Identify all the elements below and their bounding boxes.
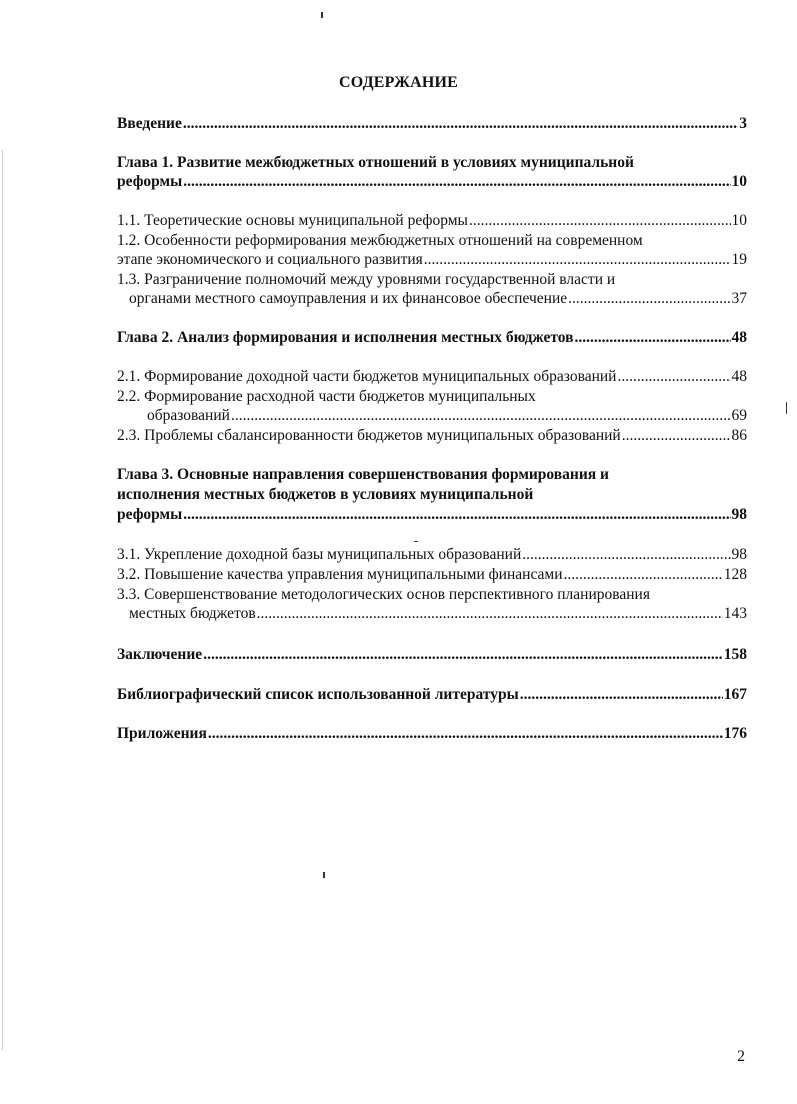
toc-leader-dots: [231, 406, 731, 425]
toc-label: образований: [147, 407, 230, 424]
toc-page: 19: [731, 251, 747, 268]
toc-page: 128: [723, 566, 747, 583]
toc-leader-dots: [520, 685, 723, 704]
toc-page: 10: [731, 173, 747, 190]
toc-entry-3-3: [117, 604, 747, 623]
toc-leader-dots: [469, 211, 731, 230]
toc-label: Заключение: [117, 646, 203, 663]
toc-label: Глава 2. Анализ формирования и исполнения местных бюджетов: [117, 329, 574, 346]
toc-label: реформы: [117, 506, 183, 523]
toc-label: Глава 1. Развитие межбюджетных отношений в условиях муниципальной: [117, 154, 634, 171]
toc-leader-dots: [183, 172, 730, 191]
toc-entry-2-1: [117, 367, 747, 386]
toc-entry-chapter-1-line1: [117, 153, 747, 172]
toc-page: 98: [731, 546, 747, 563]
toc-leader-dots: [568, 289, 730, 308]
toc-leader-dots: [574, 328, 730, 347]
toc-page: 176: [723, 725, 747, 742]
toc-page: 3: [739, 115, 747, 132]
page-title: СОДЕРЖАНИЕ: [338, 74, 459, 91]
toc-label: этапе экономического и социального развития: [117, 251, 423, 268]
toc-entry-3-3-line1: [117, 585, 747, 604]
scan-edge: [2, 150, 3, 1050]
toc-entry-chapter-2: [117, 328, 747, 347]
toc-label: 3.2. Повышение качества управления муниципальными финансами: [117, 566, 563, 583]
toc-leader-dots: [424, 250, 731, 269]
toc-entry-2-2: [117, 406, 747, 425]
scan-speck: [786, 402, 787, 414]
toc-entry-chapter-3-line1: [117, 465, 747, 484]
toc-page: 86: [731, 427, 747, 444]
toc-page: 167: [723, 686, 747, 703]
toc-leader-dots: [203, 645, 723, 664]
scan-speck: [323, 872, 325, 878]
toc-leader-dots: [622, 426, 731, 445]
toc-page: 10: [731, 212, 747, 229]
toc-label: Глава 3. Основные направления совершенствования формирования и: [117, 466, 609, 483]
toc-entry-2-2-line1: [117, 387, 747, 406]
toc-entry-1-3: [117, 289, 747, 308]
toc-entry-2-3: [117, 426, 747, 445]
toc-entry-conclusion: [117, 645, 747, 664]
toc-label: 2.3. Проблемы сбалансированности бюджетов муниципальных образований: [117, 427, 621, 444]
toc-leader-dots: [183, 114, 738, 133]
toc-page: 48: [731, 329, 747, 346]
toc-entry-chapter-3-line2: [117, 485, 747, 504]
toc-label: 2.1. Формирование доходной части бюджетов муниципальных образований: [117, 368, 617, 385]
scan-speck: [321, 12, 323, 18]
toc-label: 2.2. Формирование расходной части бюджетов муниципальных: [117, 388, 536, 405]
toc-page: 143: [723, 605, 747, 622]
toc-entry-1-2: [117, 250, 747, 269]
toc-entry-appendix: [117, 724, 747, 743]
toc-label: местных бюджетов: [129, 605, 256, 622]
toc-leader-dots: [183, 505, 730, 524]
toc-label: органами местного самоуправления и их финансовое обеспечение: [129, 290, 568, 307]
toc-entry-3-2: [117, 565, 747, 584]
toc-leader-dots: [257, 604, 723, 623]
toc-entry-3-1: [117, 545, 747, 564]
toc-entry-chapter-1: [117, 172, 747, 191]
toc-page: 158: [723, 646, 747, 663]
toc-label: 3.1. Укрепление доходной базы муниципальных образований: [117, 546, 522, 563]
toc-page: 98: [731, 506, 747, 523]
toc-label: Библиографический список использованной литературы: [117, 686, 519, 703]
toc-entry-1-3-line1: [117, 270, 747, 289]
toc-page: 69: [731, 407, 747, 424]
toc-leader-dots: [617, 367, 730, 386]
toc-leader-dots: [522, 545, 730, 564]
toc-entry-1-1: [117, 211, 747, 230]
toc-entry-1-2-line1: [117, 231, 747, 250]
toc-leader-dots: [208, 724, 723, 743]
toc-label: исполнения местных бюджетов в условиях муниципальной: [117, 486, 534, 503]
toc-label: 1.2. Особенности реформирования межбюджетных отношений на современном: [117, 232, 643, 249]
toc-label: реформы: [117, 173, 183, 190]
scan-speck: [414, 541, 418, 542]
toc-label: 3.3. Совершенствование методологических основ перспективного планирования: [117, 586, 650, 603]
toc-label: Введение: [117, 115, 182, 132]
toc-page: 48: [731, 368, 747, 385]
toc-entry-intro: [117, 114, 747, 133]
toc-page: 37: [731, 290, 747, 307]
toc-label: Приложения: [117, 725, 207, 742]
toc-label: 1.3. Разграничение полномочий между уровнями государственной власти и: [117, 271, 616, 288]
page-number: 2: [737, 1048, 745, 1065]
toc-label: 1.1. Теоретические основы муниципальной реформы: [117, 212, 468, 229]
toc-leader-dots: [564, 565, 723, 584]
toc-entry-bibliography: [117, 685, 747, 704]
toc-entry-chapter-3: [117, 505, 747, 524]
